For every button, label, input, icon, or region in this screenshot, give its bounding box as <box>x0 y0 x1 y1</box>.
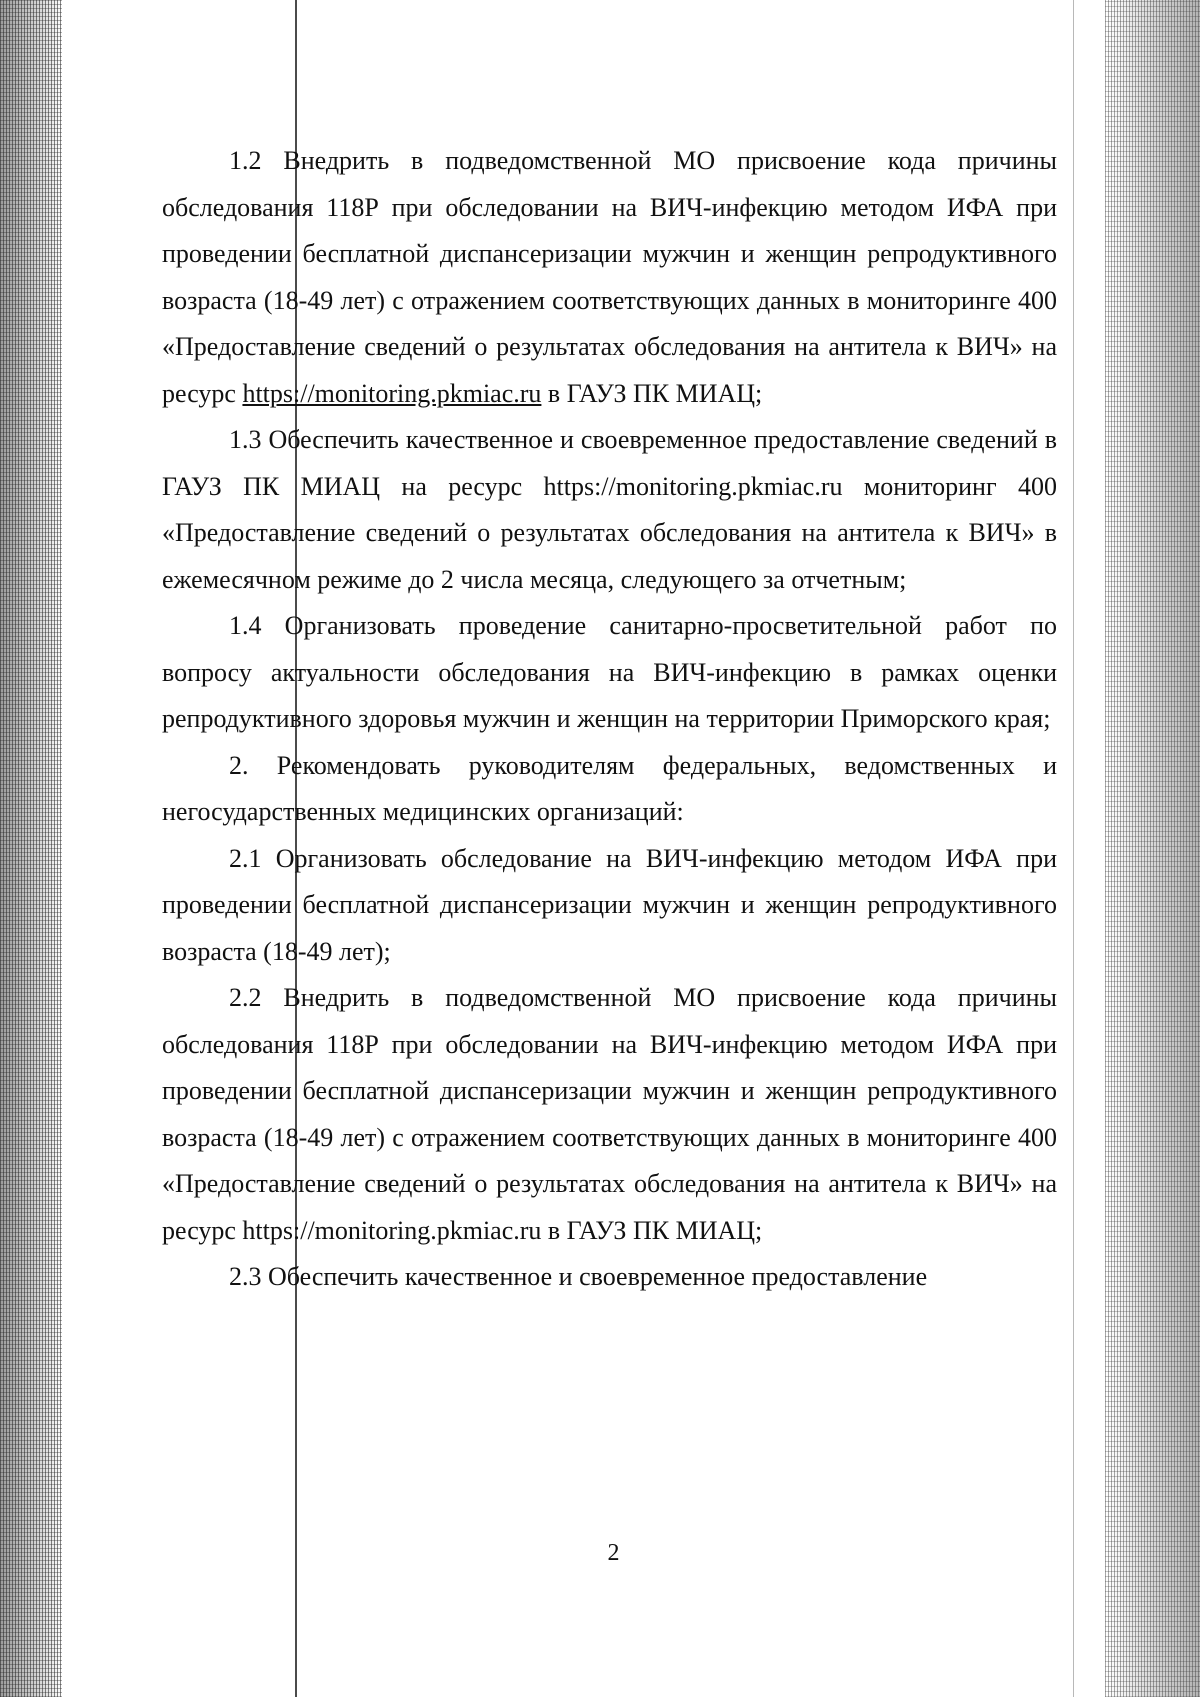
paragraph-text: 1.3 Обеспечить качественное и своевременное предоставление сведений в ГАУЗ ПК МИАЦ на ресурс https://monitoring.pkmiac.ru мониторинг 400 «Предоставление сведений о результатах обследования на антитела к ВИЧ» в ежемесячном режиме до 2 числа месяца, следующего за отчетным; <box>162 425 1057 594</box>
document-body <box>162 138 1057 1301</box>
paragraph-1-3 <box>162 417 1057 603</box>
paragraph-text: 2.2 Внедрить в подведомственной МО присвоение кода причины обследования 118Р при обследовании на ВИЧ-инфекцию методом ИФА при проведении бесплатной диспансеризации мужчин и женщин репродуктивного возраста (18-49 лет) с отражением соответствующих данных в мониторинге 400 «Предоставление сведений о результатах обследования на антитела к ВИЧ» на ресурс https://monitoring.pkmiac.ru в ГАУЗ ПК МИАЦ; <box>162 983 1057 1245</box>
paragraph-text: 2.1 Организовать обследование на ВИЧ-инфекцию методом ИФА при проведении бесплатной диспансеризации мужчин и женщин репродуктивного возраста (18-49 лет); <box>162 843 1057 966</box>
scan-noise-right <box>1105 0 1200 1697</box>
paragraph-2-1 <box>162 836 1057 976</box>
paragraph-2 <box>162 743 1057 836</box>
scan-noise-left <box>0 0 62 1697</box>
page-number: 2 <box>607 1540 620 1566</box>
paragraph-1-4 <box>162 603 1057 743</box>
paragraph-2-2 <box>162 975 1057 1254</box>
monitoring-link[interactable]: https://monitoring.pkmiac.ru <box>242 378 542 408</box>
paragraph-text: 2.3 Обеспечить качественное и своевременное предоставление <box>229 1262 928 1291</box>
paragraph-text: 2. Рекомендовать руководителям федеральных, ведомственных и негосударственных медицинских организаций: <box>162 750 1057 826</box>
paragraph-text: 1.2 Внедрить в подведомственной МО присвоение кода причины обследования 118Р при обследовании на ВИЧ-инфекцию методом ИФА при проведении бесплатной диспансеризации мужчин и женщин репродуктивного возраста (18-49 лет) с отражением соответствующих данных в мониторинге 400 «Предоставление сведений о результатах обследования на антитела к ВИЧ» на ресурс <box>162 146 1057 408</box>
paragraph-2-3 <box>162 1254 1057 1301</box>
paragraph-1-2 <box>162 138 1057 417</box>
scan-right-rule <box>1073 0 1074 1697</box>
paragraph-text: 1.4 Организовать проведение санитарно-просветительной работ по вопросу актуальности обследования на ВИЧ-инфекцию в рамках оценки репродуктивного здоровья мужчин и женщин на территории Приморского края; <box>162 611 1057 733</box>
paragraph-text: в ГАУЗ ПК МИАЦ; <box>541 378 763 408</box>
